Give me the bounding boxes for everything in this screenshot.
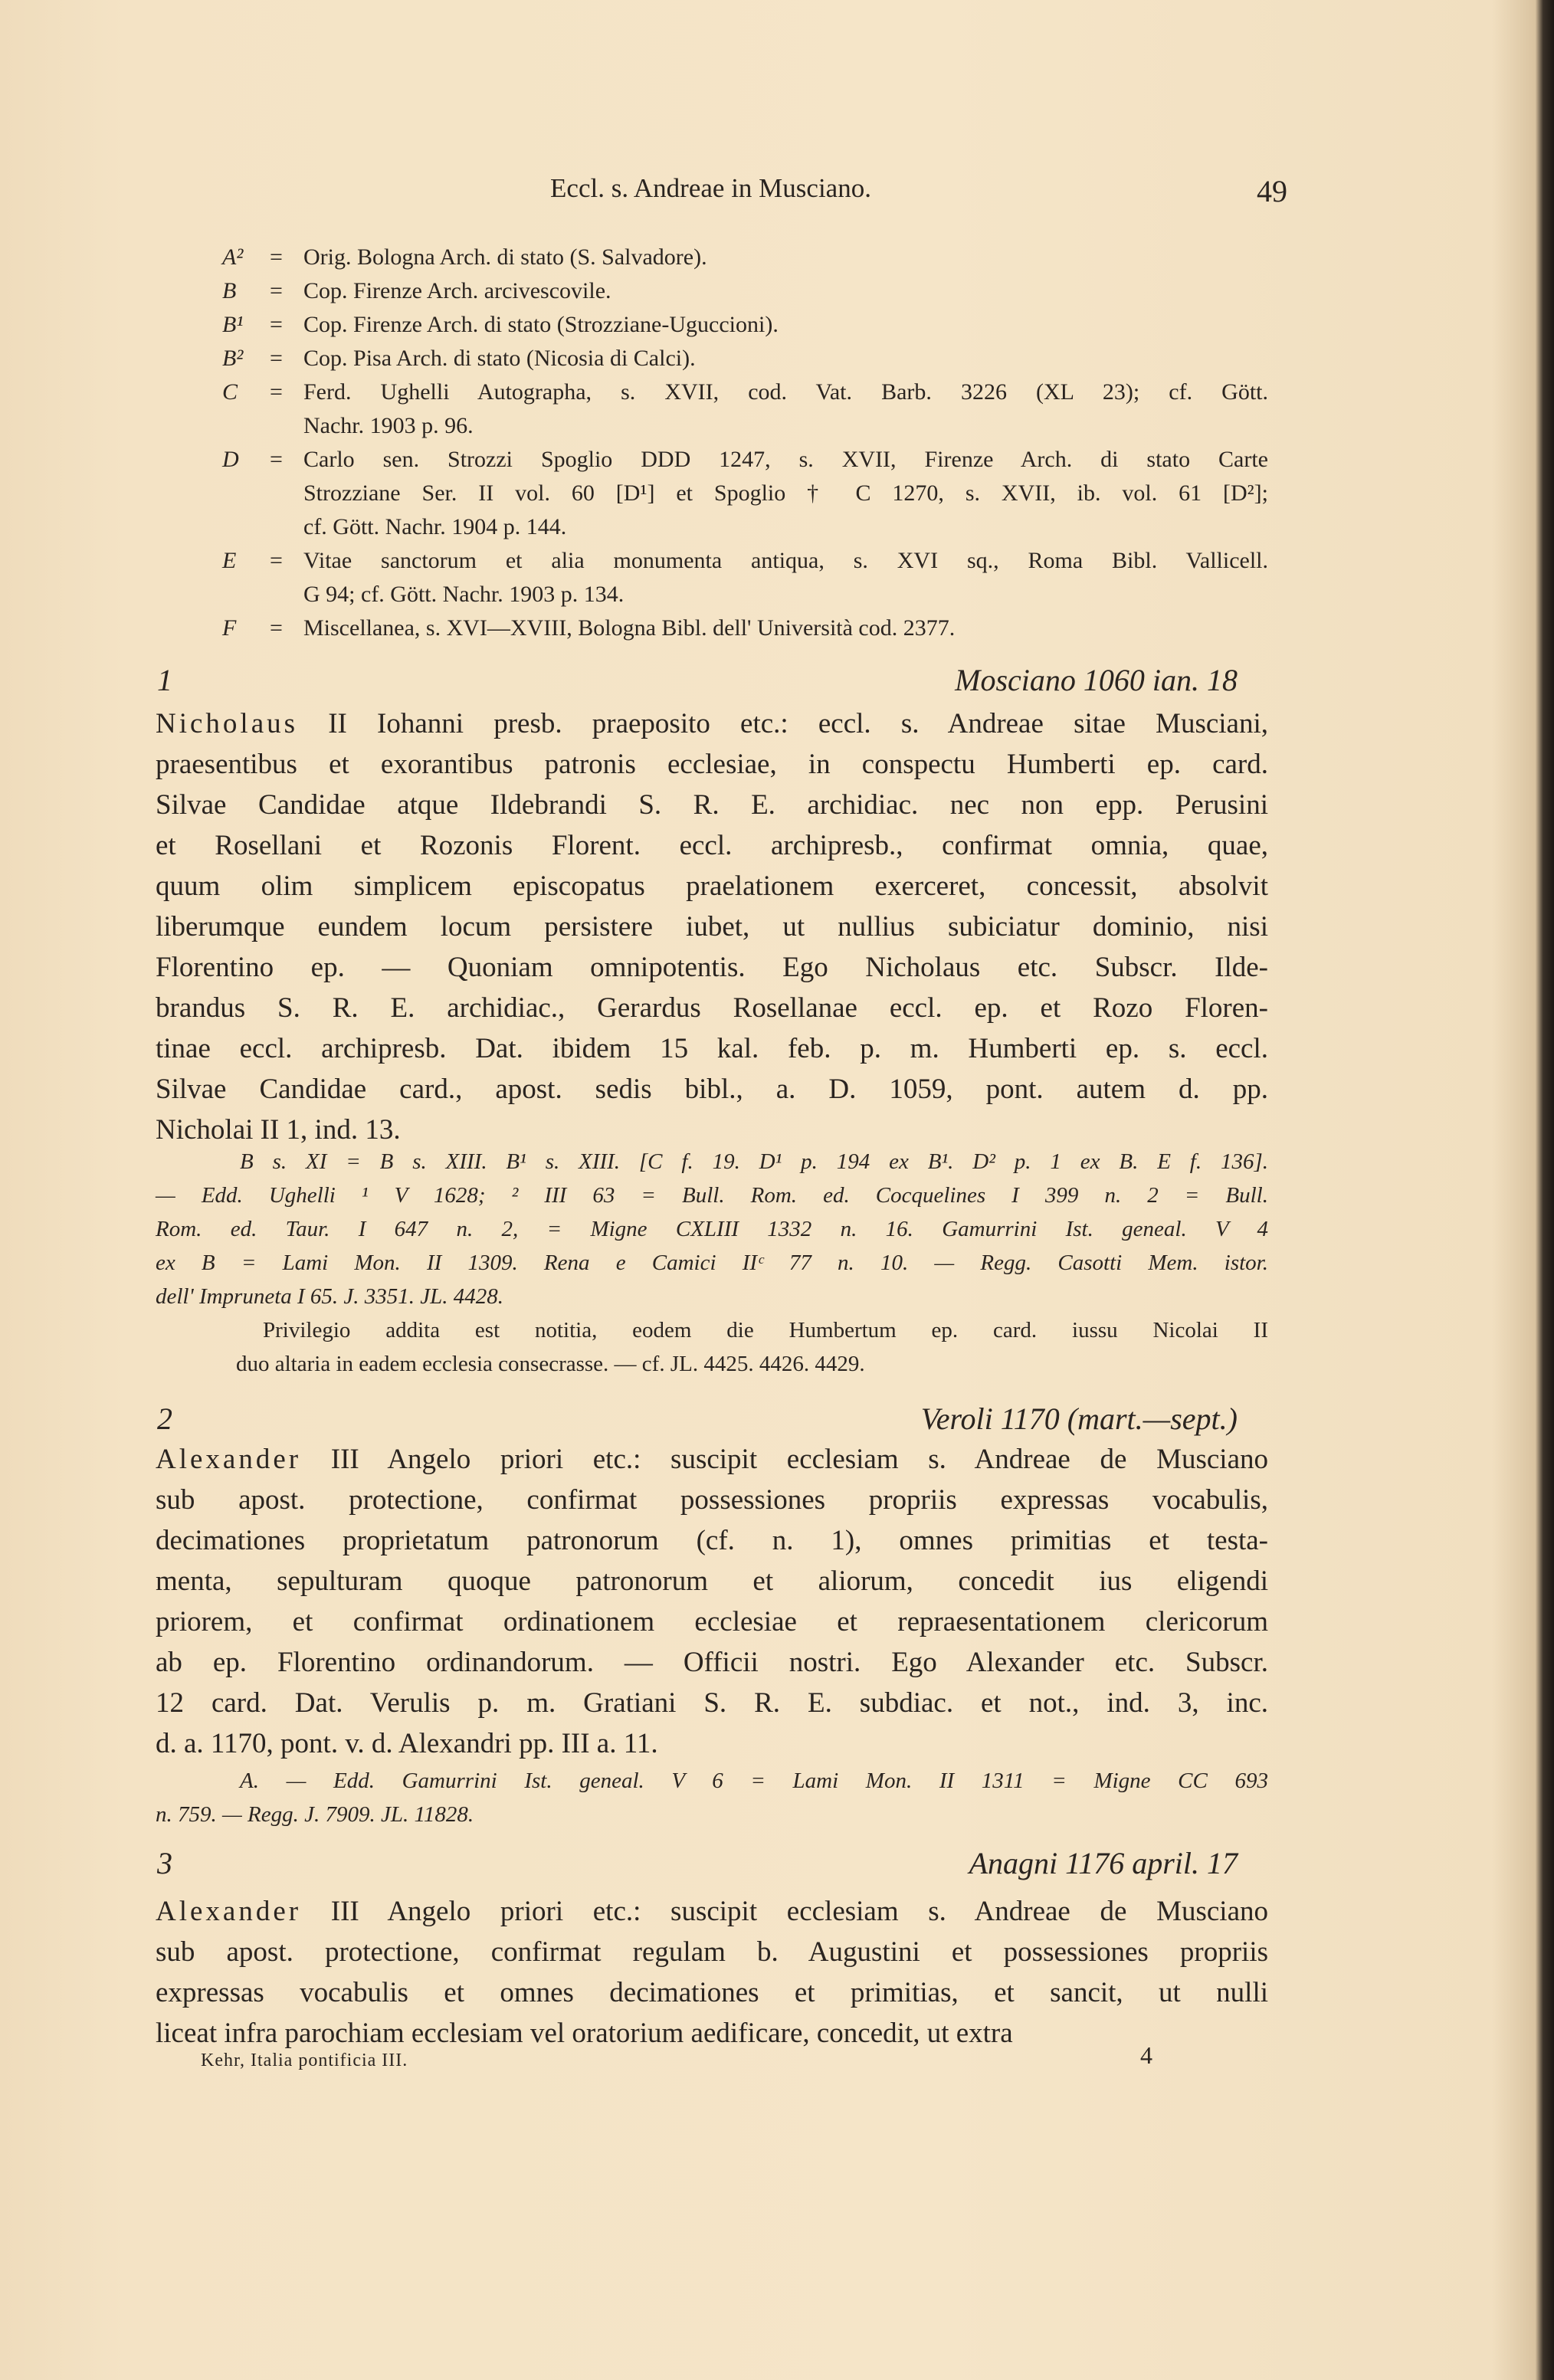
siglum-entry	[222, 544, 1268, 611]
siglum-entry	[222, 308, 1268, 342]
equals-sign: =	[270, 346, 283, 371]
document-1-remark	[156, 1313, 1268, 1381]
document-1-regest	[156, 703, 1268, 1150]
text-line: ex B = Lami Mon. II 1309. Rena e Camici IIᶜ 77 n. 10. — Regg. Casotti Mem. istor.	[156, 1251, 1268, 1275]
text-line: quum olim simplicem episcopatus praelationem exerceret, concessit, absolvit	[156, 870, 1268, 902]
signature-line: Kehr, Italia pontificia III.	[201, 2051, 408, 2070]
text-line: liberumque eundem locum persistere iubet, ut nullius subiciatur dominio, nisi	[156, 911, 1268, 942]
document-number: 2	[157, 1401, 172, 1436]
document-place-date: Veroli 1170 (mart.—sept.)	[920, 1401, 1238, 1436]
siglum-description	[303, 241, 1268, 274]
text-line: sub apost. protectione, confirmat regulam b. Augustini et possessiones propriis	[156, 1936, 1268, 1968]
document-3-regest	[156, 1891, 1268, 2054]
equals-sign: =	[270, 379, 283, 405]
siglum-description	[303, 342, 1268, 375]
document-2-heading	[157, 1399, 1238, 1439]
siglum-entry	[222, 241, 1268, 274]
siglum-entry	[222, 274, 1268, 308]
siglum-entry	[222, 443, 1268, 544]
text-line: Privilegio addita est notitia, eodem die Humbertum ep. card. iussu Nicolai II	[263, 1318, 1268, 1342]
siglum-description	[303, 308, 1268, 342]
text-line: menta, sepulturam quoque patronorum et aliorum, concedit ius eligendi	[156, 1565, 1268, 1597]
issuer-name: Alexander	[156, 1896, 302, 1927]
siglum-line: Nachr. 1903 p. 96.	[303, 413, 474, 438]
siglum-entry	[222, 375, 1268, 443]
siglum-line: Carlo sen. Strozzi Spoglio DDD 1247, s. XVII, Firenze Arch. di stato Carte	[303, 447, 1268, 472]
text-line: expressas vocabulis et omnes decimationes et primitias, et sancit, ut nulli	[156, 1977, 1268, 2008]
siglum-symbol: B¹	[222, 312, 244, 337]
siglum-symbol: E	[222, 548, 237, 573]
equals-sign: =	[270, 312, 283, 337]
siglum-symbol: B	[222, 278, 237, 303]
siglum-line: Cop. Firenze Arch. arcivescovile.	[303, 278, 611, 303]
siglum-line: Ferd. Ughelli Autographa, s. XVII, cod. Vat. Barb. 3226 (XL 23); cf. Gött.	[303, 379, 1268, 405]
equals-sign: =	[270, 278, 283, 303]
siglum-symbol: B²	[222, 346, 244, 371]
siglum-description	[303, 443, 1268, 544]
text-line: brandus S. R. E. archidiac., Gerardus Rosellanae eccl. ep. et Rozo Floren-	[156, 992, 1268, 1024]
siglum-description	[303, 544, 1268, 611]
text-line: Rom. ed. Taur. I 647 n. 2, = Migne CXLIII 1332 n. 16. Gamurrini Ist. geneal. V 4	[156, 1217, 1268, 1241]
text-line: Alexander III Angelo priori etc.: suscipit ecclesiam s. Andreae de Musciano	[156, 1896, 1268, 1927]
equals-sign: =	[270, 244, 283, 270]
siglum-description	[303, 375, 1268, 443]
text-line: priorem, et confirmat ordinationem ecclesiae et repraesentationem clericorum	[156, 1606, 1268, 1637]
equals-sign: =	[270, 615, 283, 641]
document-number: 1	[157, 663, 172, 697]
siglum-symbol: F	[222, 615, 237, 641]
text-line: decimationes proprietatum patronorum (cf. n. 1), omnes primitias et testa-	[156, 1525, 1268, 1556]
siglum-line: Miscellanea, s. XVI—XVIII, Bologna Bibl. dell' Università cod. 2377.	[303, 615, 956, 641]
text-line: dell' Impruneta I 65. J. 3351. JL. 4428.	[156, 1284, 504, 1309]
text-line: duo altaria in eadem ecclesia consecrasse. — cf. JL. 4425. 4426. 4429.	[236, 1352, 865, 1376]
text-line: praesentibus et exorantibus patronis ecclesiae, in conspectu Humberti ep. card.	[156, 749, 1268, 780]
text-line: et Rosellani et Rozonis Florent. eccl. archipresb., confirmat omnia, quae,	[156, 830, 1268, 861]
sheet-number: 4	[1140, 2041, 1152, 2069]
text-line: Nicholai II 1, ind. 13.	[156, 1114, 401, 1146]
document-1-heading	[157, 661, 1238, 700]
running-head	[153, 173, 1287, 213]
siglum-symbol: C	[222, 379, 238, 405]
document-place-date: Mosciano 1060 ian. 18	[955, 663, 1238, 697]
text-line: 12 card. Dat. Verulis p. m. Gratiani S. R. E. subdiac. et not., ind. 3, inc.	[156, 1687, 1268, 1719]
text-line: d. a. 1170, pont. v. d. Alexandri pp. III a. 11.	[156, 1728, 658, 1759]
text-line: sub apost. protectione, confirmat possessiones propriis expressas vocabulis,	[156, 1484, 1268, 1516]
text-line: tinae eccl. archipresb. Dat. ibidem 15 kal. feb. p. m. Humberti ep. s. eccl.	[156, 1033, 1268, 1064]
text-line: Alexander III Angelo priori etc.: suscipit ecclesiam s. Andreae de Musciano	[156, 1444, 1268, 1475]
siglum-line: G 94; cf. Gött. Nachr. 1903 p. 134.	[303, 582, 625, 607]
text-line: — Edd. Ughelli ¹ V 1628; ² III 63 = Bull. Rom. ed. Cocquelines I 399 n. 2 = Bull.	[156, 1183, 1268, 1208]
siglum-symbol: D	[222, 447, 239, 472]
siglum-line: Cop. Firenze Arch. di stato (Strozziane-Uguccioni).	[303, 312, 779, 337]
equals-sign: =	[270, 447, 283, 472]
text-line: A. — Edd. Gamurrini Ist. geneal. V 6 = Lami Mon. II 1311 = Migne CC 693	[240, 1769, 1268, 1793]
document-place-date: Anagni 1176 april. 17	[969, 1846, 1238, 1880]
text-line: B s. XI = B s. XIII. B¹ s. XIII. [C f. 19. D¹ p. 194 ex B¹. D² p. 1 ex B. E f. 136].	[240, 1149, 1268, 1174]
siglum-entry	[222, 342, 1268, 375]
siglum-line: Strozziane Ser. II vol. 60 [D¹] et Spoglio † C 1270, s. XVII, ib. vol. 61 [D²];	[303, 480, 1268, 506]
document-number: 3	[157, 1846, 172, 1880]
issuer-name: Nicholaus	[156, 708, 299, 739]
siglum-line: Orig. Bologna Arch. di stato (S. Salvadore).	[303, 244, 707, 270]
text-line: n. 759. — Regg. J. 7909. JL. 11828.	[156, 1802, 474, 1827]
document-3-heading	[157, 1844, 1238, 1883]
running-head-title: Eccl. s. Andreae in Musciano.	[550, 173, 871, 203]
text-line: Silvae Candidae atque Ildebrandi S. R. E. archidiac. nec non epp. Perusini	[156, 789, 1268, 821]
text-line: liceat infra parochiam ecclesiam vel oratorium aedificare, concedit, ut extra	[156, 2018, 1013, 2049]
siglum-description	[303, 611, 1268, 645]
page-number: 49	[1257, 174, 1287, 208]
sigla-list	[222, 241, 1268, 645]
siglum-description	[303, 274, 1268, 308]
siglum-line: Vitae sanctorum et alia monumenta antiqua, s. XVI sq., Roma Bibl. Vallicell.	[303, 548, 1268, 573]
siglum-line: cf. Gött. Nachr. 1904 p. 144.	[303, 514, 567, 539]
text-line: Nicholaus II Iohanni presb. praeposito etc.: eccl. s. Andreae sitae Musciani,	[156, 708, 1268, 739]
text-line: Florentino ep. — Quoniam omnipotentis. Ego Nicholaus etc. Subscr. Ilde-	[156, 952, 1268, 983]
text-line: Silvae Candidae card., apost. sedis bibl., a. D. 1059, pont. autem d. pp.	[156, 1074, 1268, 1105]
text-line: ab ep. Florentino ordinandorum. — Officii nostri. Ego Alexander etc. Subscr.	[156, 1647, 1268, 1678]
issuer-name: Alexander	[156, 1444, 302, 1475]
document-2-apparatus	[156, 1764, 1268, 1831]
equals-sign: =	[270, 548, 283, 573]
siglum-symbol: A²	[222, 244, 244, 270]
document-2-regest	[156, 1439, 1268, 1764]
siglum-entry	[222, 611, 1268, 645]
siglum-line: Cop. Pisa Arch. di stato (Nicosia di Calci).	[303, 346, 696, 371]
document-1-apparatus	[156, 1145, 1268, 1313]
